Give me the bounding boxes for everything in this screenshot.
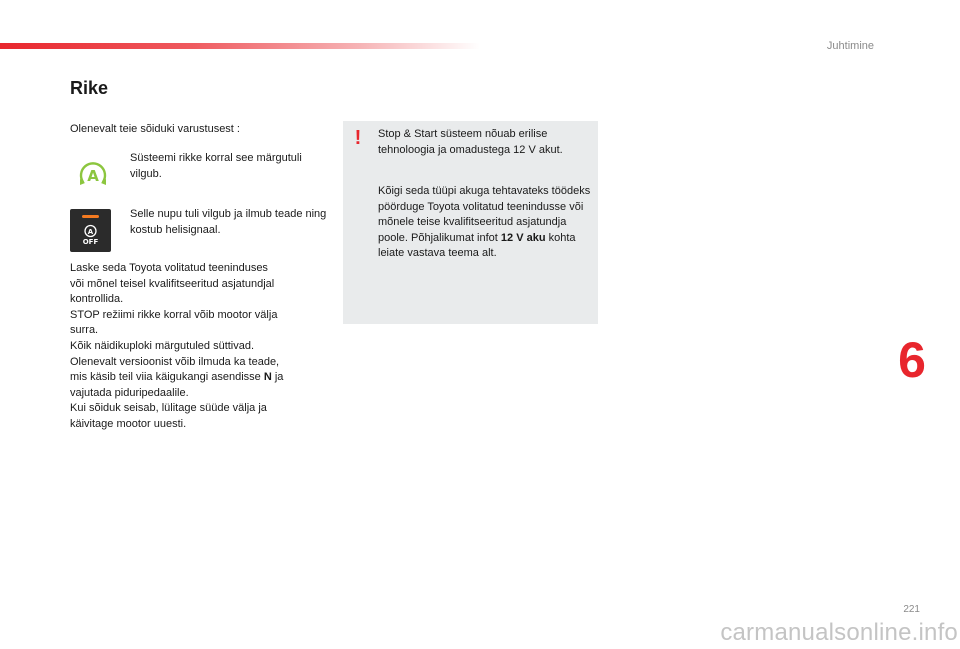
auto-stop-warning-icon <box>76 160 110 188</box>
body-line: Kui sõiduk seisab, lülitage süüde välja ja <box>70 402 267 415</box>
page-number: 221 <box>903 604 920 615</box>
chapter-number: 6 <box>898 332 926 388</box>
indicator-warning-text: Süsteemi rikke korral see märgutuli vilgub. <box>130 152 302 180</box>
body-line: Laske seda Toyota volitatud teeninduses <box>70 262 268 274</box>
svg-text:A: A <box>87 167 99 185</box>
body-line: Kõik näidikuploki märgutuled süttivad. <box>70 339 255 352</box>
body-line: kontrollida. <box>70 293 124 306</box>
auto-stop-off-button-icon <box>70 209 111 252</box>
body-line: STOP režiimi rikke korral võib mootor välja <box>70 308 278 321</box>
watermark: carmanualsonline.info <box>720 619 958 646</box>
body-line: surra. <box>70 324 99 337</box>
note-paragraph-2 <box>378 184 592 262</box>
note-text-end: kohta leiate vastava teema alt. <box>378 231 576 260</box>
body-line: või mõnel teisel kvalifitseeritud asjatundjal <box>70 277 275 290</box>
note-paragraph-1: Stop & Start süsteem nõuab erilise tehnoloogia ja omadustega 12 V akut. <box>378 128 563 156</box>
chapter-name: Juhtimine <box>826 40 874 52</box>
body-line: vajutada piduripedaalile. <box>70 386 189 399</box>
exclamation-warning-icon: ! <box>354 127 362 149</box>
note-battery-term: 12 V aku <box>500 231 546 244</box>
body-line-gear <box>70 370 320 386</box>
body-line: Olenevalt versioonist võib ilmuda ka teade, <box>70 355 280 368</box>
gear-position: N <box>263 371 272 384</box>
fault-instructions <box>70 261 320 433</box>
off-button-text: Selle nupu tuli vilgub ja ilmub teade ning kostub helisignaal. <box>130 208 327 236</box>
section-title: Rike <box>70 78 109 98</box>
gear-text-end: ja <box>271 371 284 384</box>
intro-text: Olenevalt teie sõiduki varustusest : <box>70 123 240 135</box>
gear-text: mis käsib teil viia käigukangi asendisse <box>70 371 264 384</box>
header-accent-bar <box>0 43 480 49</box>
body-line: käivitage mootor uuesti. <box>70 417 187 430</box>
svg-text:A: A <box>87 228 94 236</box>
note-text: Kõigi seda tüüpi akuga tehtavateks töödeks pöörduge Toyota volitatud teenindusse või mõnele teise kvalifitseeritud asjatundja poole. Põhjalikumat infot <box>378 185 591 244</box>
off-button-label: OFF <box>82 238 99 246</box>
